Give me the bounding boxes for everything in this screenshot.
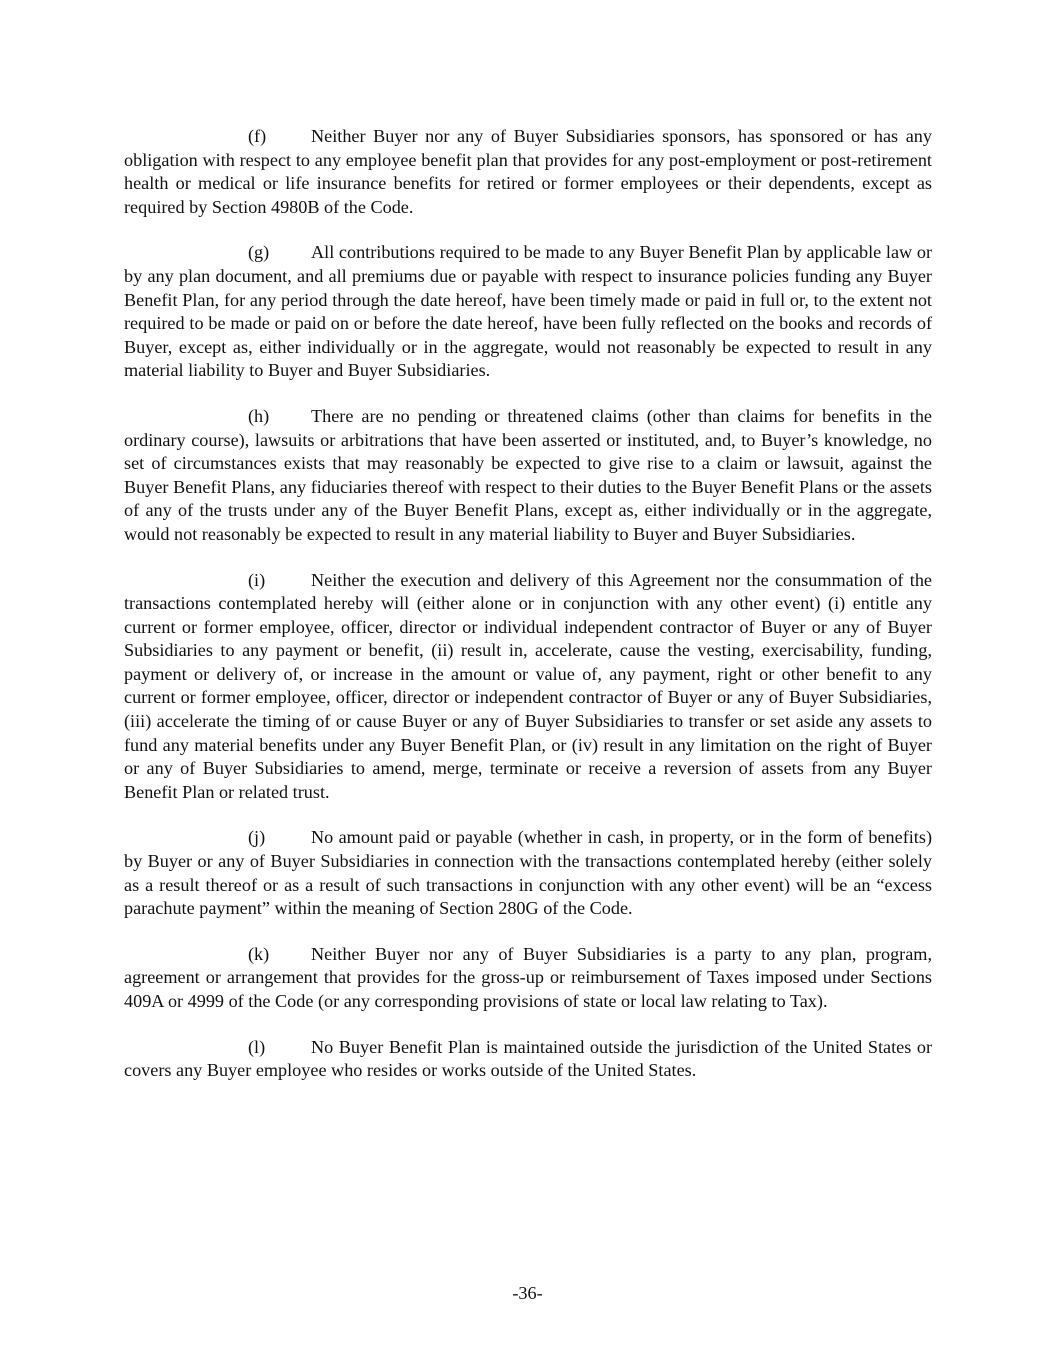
- paragraph-label: (l): [248, 1036, 266, 1057]
- paragraph-j: [124, 826, 932, 920]
- paragraph-text: All contributions required to be made to any Buyer Benefit Plan by applicable law or by any plan document, and all premiums due or payable with respect to insurance policies funding any Buyer Benefit Plan, for any period through the date hereof, have been timely made or paid in full or, to the extent not required to be made or paid on or before the date hereof, have been fully reflected on the books and records of Buyer, except as, either individually or in the aggregate, would not reasonably be expected to result in any material liability to Buyer and Buyer Subsidiaries.: [124, 242, 932, 381]
- paragraph-label: (k): [248, 943, 270, 964]
- paragraph-g: [124, 241, 932, 383]
- paragraph-k: [124, 943, 932, 1014]
- paragraph-label: (f): [248, 126, 267, 146]
- paragraph-h: [124, 405, 932, 547]
- paragraph-label: (i): [248, 569, 266, 590]
- paragraph-text: No amount paid or payable (whether in cash, in property, or in the form of benefits) by Buyer or any of Buyer Subsidiaries in connection with the transactions contemplated hereby (either solely as a result thereof or as a result of such transactions in conjunction with any other event) will be an “excess parachute payment” within the meaning of Section 280G of the Code.: [124, 827, 932, 919]
- paragraph-i: [124, 569, 932, 805]
- document-body: [124, 125, 932, 1105]
- paragraph-f: [124, 125, 932, 219]
- paragraph-text: Neither Buyer nor any of Buyer Subsidiaries sponsors, has sponsored or has any obligation with respect to any employee benefit plan that provides for any post-employment or post-retirement health or medical or life insurance benefits for retired or former employees or their dependents, except as required by Section 4980B of the Code.: [124, 126, 932, 217]
- paragraph-l: [124, 1036, 932, 1083]
- paragraph-text: Neither the execution and delivery of this Agreement nor the consummation of the transactions contemplated hereby will (either alone or in conjunction with any other event) (i) entitle any current or former employee, officer, director or individual independent contractor of Buyer or any of Buyer Subsidiaries to any payment or benefit, (ii) result in, accelerate, cause the vesting, exercisability, funding, payment or delivery of, or increase in the amount or value of, any payment, right or other benefit to any current or former employee, officer, director or independent contractor of Buyer or any of Buyer Subsidiaries, (iii) accelerate the timing of or cause Buyer or any of Buyer Subsidiaries to transfer or set aside any assets to fund any material benefits under any Buyer Benefit Plan, or (iv) result in any limitation on the right of Buyer or any of Buyer Subsidiaries to amend, merge, terminate or receive a reversion of assets from any Buyer Benefit Plan or related trust.: [124, 569, 932, 802]
- paragraph-label: (h): [248, 405, 270, 426]
- paragraph-text: Neither Buyer nor any of Buyer Subsidiaries is a party to any plan, program, agreement or arrangement that provides for the gross-up or reimbursement of Taxes imposed under Sections 409A or 4999 of the Code (or any corresponding provisions of state or local law relating to Tax).: [124, 943, 932, 1011]
- paragraph-text: There are no pending or threatened claims (other than claims for benefits in the ordinary course), lawsuits or arbitrations that have been asserted or instituted, and, to Buyer’s knowledge, no set of circumstances exists that may reasonably be expected to give rise to a claim or lawsuit, against the Buyer Benefit Plans, any fiduciaries thereof with respect to their duties to the Buyer Benefit Plans or the assets of any of the trusts under any of the Buyer Benefit Plans, except as, either individually or in the aggregate, would not reasonably be expected to result in any material liability to Buyer and Buyer Subsidiaries.: [124, 405, 932, 544]
- paragraph-label: (j): [248, 827, 266, 848]
- page-number: -36-: [512, 1283, 543, 1303]
- paragraph-label: (g): [248, 242, 270, 263]
- paragraph-text: No Buyer Benefit Plan is maintained outside the jurisdiction of the United States or covers any Buyer employee who resides or works outside of the United States.: [124, 1036, 932, 1081]
